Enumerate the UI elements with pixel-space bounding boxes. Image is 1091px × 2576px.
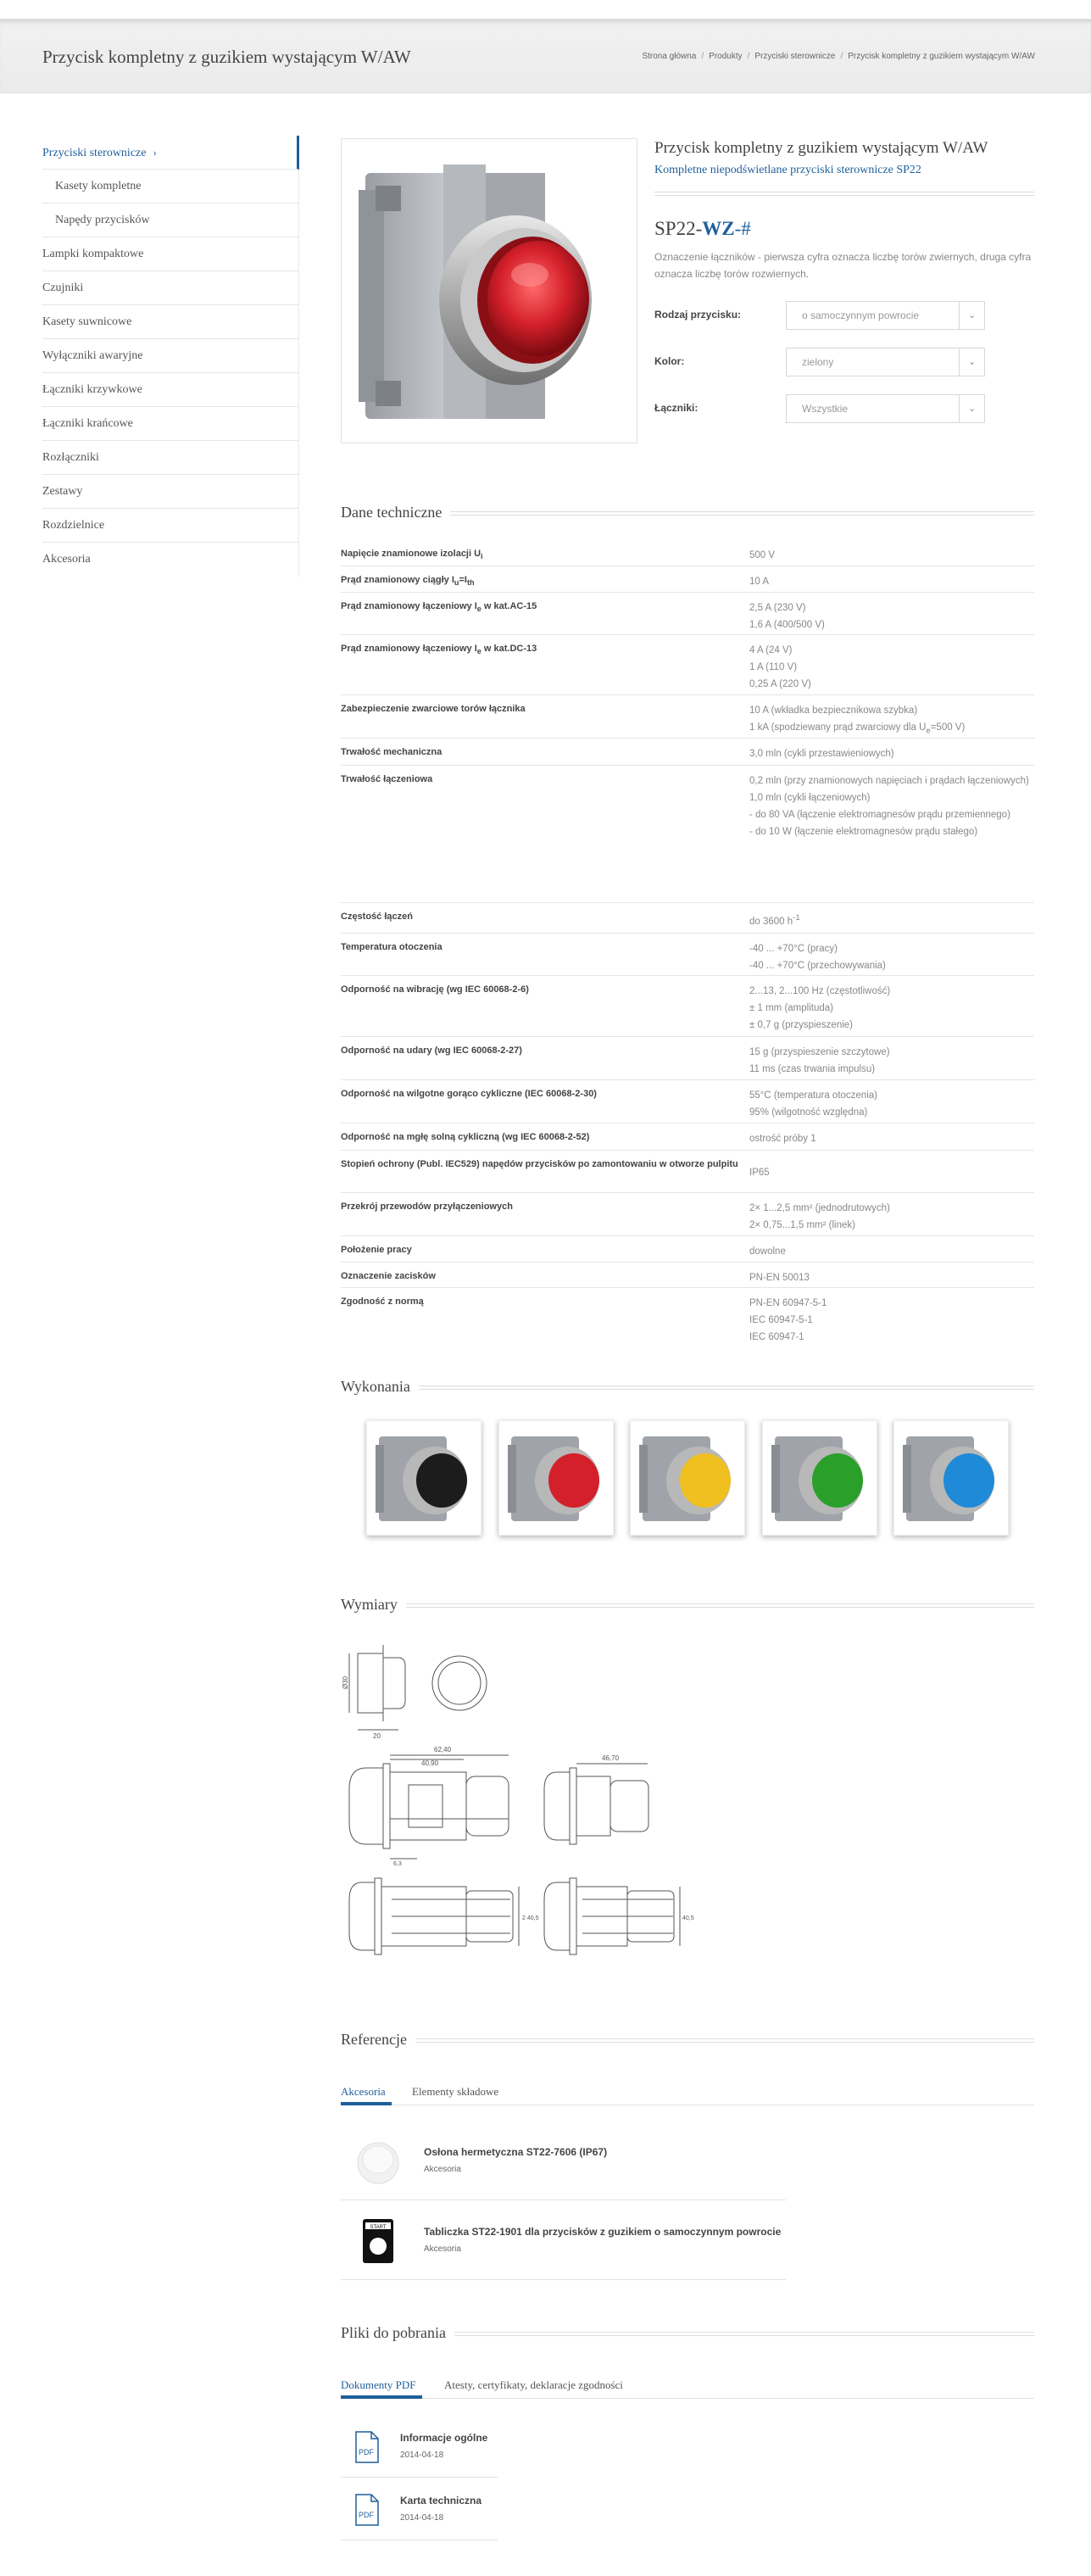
tech-value — [749, 1087, 1034, 1121]
technical-drawing — [341, 1636, 697, 1980]
value-line: -40 ... +70°C (pracy) — [749, 944, 838, 954]
sidebar-item-rozlaczniki[interactable] — [42, 441, 299, 475]
tech-section-heading — [341, 504, 1034, 521]
value-line: 11 ms (czas trwania impulsu) — [749, 1064, 876, 1074]
push-button-illustration — [342, 139, 638, 444]
item-name: Osłona hermetyczna ST22-7606 (IP67) — [424, 2146, 608, 2158]
field-label: Rodzaj przycisku: — [654, 309, 742, 321]
sidebar-item-label: Przyciski sterownicze — [42, 147, 147, 159]
sidebar-item-label: Łączniki krańcowe — [42, 417, 133, 430]
list-item[interactable] — [341, 2122, 786, 2200]
dimension-label: 20 — [373, 1732, 381, 1740]
sidebar-item-label: Wyłączniki awaryjne — [42, 349, 143, 362]
field-laczniki — [654, 394, 985, 423]
key-sub: th — [466, 578, 475, 588]
tech-value — [749, 1269, 1034, 1286]
tab-akcesoria[interactable]: Akcesoria — [341, 2085, 386, 2098]
tab-atesty-certyfikaty[interactable]: Atesty, certyfikaty, deklaracje zgodności — [444, 2378, 623, 2391]
variant-image — [631, 1421, 746, 1536]
tech-value — [749, 1164, 1034, 1181]
page-header — [0, 19, 1091, 93]
value-line: IEC 60947-5-1 — [749, 1315, 813, 1325]
sidebar — [42, 136, 299, 577]
table-row — [341, 635, 1034, 695]
table-row — [341, 766, 1034, 903]
variant-blue[interactable] — [893, 1420, 1009, 1536]
sidebar-item-label: Akcesoria — [42, 553, 91, 566]
value-line — [749, 910, 1034, 930]
value-line: 3,0 mln (cykli przestawieniowych) — [749, 749, 894, 759]
variant-image — [763, 1421, 878, 1536]
variant-black[interactable] — [366, 1420, 481, 1536]
table-row — [341, 739, 1034, 766]
list-item[interactable] — [341, 2417, 498, 2478]
sidebar-item-przyciski-sterownicze[interactable] — [42, 136, 299, 170]
heading-lines — [341, 1386, 1034, 1390]
sidebar-item-label: Lampki kompaktowe — [42, 248, 144, 260]
field-label: Kolor: — [654, 355, 685, 367]
sidebar-item-czujniki[interactable] — [42, 271, 299, 305]
tech-key: Odporność na wilgotne gorąco cykliczne (IEC 60068-2-30) — [341, 1089, 597, 1099]
breadcrumb-home-link[interactable]: Strona główna — [642, 52, 697, 61]
pdf-icon — [351, 2493, 381, 2527]
variant-cap — [812, 1453, 863, 1508]
value-line: 15 g (przyspieszenie szczytowe) — [749, 1047, 890, 1057]
section-title: Referencje — [341, 2031, 415, 2049]
table-row — [341, 566, 1034, 593]
value-sub: e — [926, 726, 931, 736]
tech-key: Zabezpieczenie zwarciowe torów łącznika — [341, 704, 526, 714]
value-line: 2× 1...2,5 mm² (jednodrutowych) — [749, 1203, 890, 1213]
breadcrumb-separator: / — [747, 52, 750, 61]
key-sub: u — [454, 578, 459, 588]
item-category: Akcesoria — [424, 2165, 461, 2174]
value-line: PN-EN 60947-5-1 — [749, 1298, 827, 1308]
section-title: Dane techniczne — [341, 504, 450, 521]
chevron-down-icon: ⌄ — [959, 348, 984, 376]
tech-key — [341, 642, 739, 659]
pdf-icon — [351, 2430, 381, 2464]
value-line: PN-EN 50013 — [749, 1273, 810, 1283]
tech-key: Odporność na mgłę solną cykliczną (wg IEC 60068-2-52) — [341, 1132, 590, 1142]
value-text: 1 kA (spodziewany prąd zwarciowy dla U — [749, 722, 927, 733]
value-line: - do 80 VA (łączenie elektromagnesów prądu przemiennego) — [749, 810, 1010, 820]
select-value: Wszystkie — [802, 403, 848, 415]
value-line: ostrość próby 1 — [749, 1134, 816, 1144]
value-line: 95% (wilgotność względna) — [749, 1107, 868, 1118]
key-text: w kat.AC-15 — [481, 601, 537, 611]
value-text: =500 V) — [930, 722, 966, 733]
section-title: Wykonania — [341, 1378, 419, 1396]
page-title: Przycisk kompletny z guzikiem wystającym W/AW — [42, 47, 411, 67]
dimension-label: 2 40,5 — [522, 1915, 539, 1921]
key-text: w kat.DC-13 — [481, 644, 537, 654]
tech-value — [749, 1295, 1034, 1346]
value-line: ± 1 mm (amplituda) — [749, 1003, 833, 1013]
dimension-label: 62,40 — [434, 1746, 452, 1754]
sidebar-item-label: Kasety kompletne — [55, 180, 142, 192]
active-tab-indicator — [341, 2395, 422, 2399]
table-row — [341, 1080, 1034, 1124]
value-line: IEC 60947-1 — [749, 1332, 804, 1342]
table-row — [341, 934, 1034, 976]
sidebar-item-kasety-kompletne[interactable] — [42, 170, 299, 204]
sidebar-item-label: Zestawy — [42, 485, 83, 498]
value-line: 55°C (temperatura otoczenia) — [749, 1090, 877, 1101]
key-text: Prąd znamionowy ciągły I — [341, 575, 454, 585]
item-category: Akcesoria — [424, 2244, 461, 2254]
product-code-prefix: SP22- — [654, 218, 703, 239]
field-label: Łączniki: — [654, 402, 699, 414]
label-plate-thumbnail — [353, 2216, 404, 2267]
tech-value — [749, 599, 1034, 633]
value-line: dowolne — [749, 1246, 786, 1257]
section-title: Pliki do pobrania — [341, 2324, 454, 2342]
top-strip — [0, 0, 1091, 19]
variant-image — [894, 1421, 1010, 1536]
variant-cap — [548, 1453, 599, 1508]
tech-value — [749, 642, 1034, 693]
table-row — [341, 1151, 1034, 1193]
breadcrumb-separator: / — [701, 52, 704, 61]
tech-value — [749, 1243, 1034, 1260]
value-line: -40 ... +70°C (przechowywania) — [749, 961, 886, 971]
tech-value — [749, 573, 1034, 590]
value-line: IP65 — [749, 1168, 770, 1178]
file-name: Informacje ogólne — [400, 2432, 488, 2444]
heading-lines — [341, 2038, 1034, 2043]
tech-value — [749, 983, 1034, 1034]
section-title: Wymiary — [341, 1596, 406, 1614]
variant-image — [499, 1421, 615, 1536]
tab-elementy-skladowe[interactable]: Elementy składowe — [412, 2085, 499, 2098]
plate-text: START — [370, 2225, 387, 2230]
value-line: 1,6 A (400/500 V) — [749, 620, 825, 630]
tech-key: Odporność na wibrację (wg IEC 60068-2-6) — [341, 984, 529, 995]
tech-key: Oznaczenie zacisków — [341, 1271, 436, 1281]
file-name: Karta techniczna — [400, 2495, 482, 2506]
table-row — [341, 1236, 1034, 1263]
tech-key: Temperatura otoczenia — [341, 942, 443, 952]
tech-key: Stopień ochrony (Publ. IEC529) napędów przycisków po zamontowaniu w otworze pulpitu — [341, 1159, 738, 1169]
breadcrumb-separator: / — [840, 52, 843, 61]
tech-key: Zgodność z normą — [341, 1296, 424, 1307]
value-line: 10 A (wkładka bezpiecznikowa szybka) — [749, 705, 918, 716]
breadcrumb-current: Przycisk kompletny z guzikiem wystającym W/AW — [848, 52, 1035, 61]
sidebar-item-wylaczniki-awaryjne[interactable] — [42, 339, 299, 373]
file-date: 2014-04-18 — [400, 2513, 444, 2523]
tech-value — [749, 772, 1034, 840]
tech-value — [749, 745, 1034, 762]
tech-key: Odporność na udary (wg IEC 60068-2-27) — [341, 1045, 522, 1056]
tech-value — [749, 1044, 1034, 1078]
tech-value — [749, 547, 1034, 564]
product-code — [654, 218, 751, 240]
downloads-section-heading — [341, 2324, 1034, 2341]
field-rodzaj-przycisku — [654, 301, 985, 330]
key-text: Prąd znamionowy łączeniowy I — [341, 601, 477, 611]
key-text: Napięcie znamionowe izolacji U — [341, 549, 481, 559]
sidebar-item-kasety-suwnicowe[interactable] — [42, 305, 299, 339]
table-row — [341, 1037, 1034, 1080]
pdf-label: PDF — [359, 2511, 374, 2519]
rodzaj-przycisku-select[interactable] — [786, 301, 985, 330]
dimension-label: 46,70 — [602, 1754, 620, 1762]
field-kolor — [654, 348, 985, 376]
tech-value — [749, 1130, 1034, 1147]
item-name: Tabliczka ST22-1901 dla przycisków z guzikiem o samoczynnym powrocie — [424, 2226, 782, 2238]
dimension-label: 40,5 — [682, 1915, 694, 1921]
value-line: 1,0 mln (cykli łączeniowych) — [749, 793, 871, 803]
sidebar-item-label: Kasety suwnicowe — [42, 315, 132, 328]
key-sub: e — [476, 647, 481, 656]
value-line: 10 A — [749, 577, 770, 587]
table-row — [341, 593, 1034, 635]
sidebar-item-label: Rozdzielnice — [42, 519, 105, 532]
tech-key: Przekrój przewodów przyłączeniowych — [341, 1202, 513, 1212]
product-separator — [654, 192, 1034, 196]
chevron-down-icon: ⌄ — [959, 395, 984, 422]
key-sub: i — [481, 552, 483, 561]
key-text: Prąd znamionowy łączeniowy I — [341, 644, 477, 654]
product-description: Oznaczenie łączników - pierwsza cyfra oznacza liczbę torów zwiernych, druga cyfra oznacza liczbę torów rozwiernych. — [654, 251, 1032, 280]
sidebar-item-akcesoria[interactable] — [42, 543, 299, 577]
breadcrumb-category-link[interactable]: Przyciski sterownicze — [754, 52, 836, 61]
tech-value — [749, 940, 1034, 974]
value-sup: -1 — [793, 913, 800, 923]
tech-table — [341, 540, 1034, 1349]
value-line: 0,2 mln (przy znamionowych napięciach i prądach łączeniowych) — [749, 776, 1029, 786]
sidebar-item-zestawy[interactable] — [42, 475, 299, 509]
tech-key — [341, 547, 739, 564]
dimension-label: Ø30 — [342, 1676, 349, 1689]
table-row — [341, 903, 1034, 934]
references-section-heading — [341, 2031, 1034, 2048]
value-line: - do 10 W (łączenie elektromagnesów prądu stałego) — [749, 827, 978, 837]
list-item[interactable] — [341, 2479, 498, 2540]
sidebar-item-laczniki-krancowe[interactable] — [42, 407, 299, 441]
variants-section-heading — [341, 1378, 1034, 1395]
tech-key — [341, 573, 739, 590]
dimensions-drawing[interactable] — [341, 1636, 697, 1980]
variant-cap — [680, 1453, 731, 1508]
select-value: o samoczynnym powrocie — [802, 309, 920, 321]
value-line: 2,5 A (230 V) — [749, 603, 806, 613]
table-row — [341, 976, 1034, 1037]
key-sub: e — [476, 605, 481, 614]
value-line: 4 A (24 V) — [749, 645, 793, 655]
heading-lines — [341, 1603, 1034, 1608]
sidebar-item-rozdzielnice[interactable] — [42, 509, 299, 543]
value-line: 2× 0,75...1,5 mm² (linek) — [749, 1220, 855, 1230]
variant-image — [367, 1421, 482, 1536]
sidebar-item-label: Czujniki — [42, 282, 84, 294]
downloads-tabs — [341, 2370, 1034, 2399]
select-value: zielony — [802, 356, 834, 368]
dimensions-section-heading — [341, 1596, 1034, 1613]
tech-key — [341, 599, 739, 616]
product-code-variant: WZ — [702, 218, 735, 239]
file-date: 2014-04-18 — [400, 2451, 444, 2460]
value-line — [749, 719, 1034, 739]
dimension-label: 40,90 — [421, 1759, 439, 1767]
product-title: Przycisk kompletny z guzikiem wystającym W/AW — [654, 139, 988, 157]
dimension-label: 6,3 — [393, 1861, 402, 1867]
kolor-select[interactable] — [786, 348, 985, 376]
product-image[interactable] — [341, 138, 637, 443]
table-row — [341, 1263, 1034, 1288]
tech-value — [749, 702, 1034, 739]
table-row — [341, 1124, 1034, 1151]
table-row — [341, 540, 1034, 566]
seal-cover-thumbnail — [353, 2136, 404, 2187]
tech-key: Trwałość łączeniowa — [341, 774, 433, 784]
tech-value — [749, 1200, 1034, 1234]
variant-cap — [416, 1453, 467, 1508]
chevron-down-icon: ⌄ — [959, 302, 984, 329]
table-row — [341, 695, 1034, 739]
breadcrumb-products-link[interactable]: Produkty — [709, 52, 743, 61]
laczniki-select[interactable] — [786, 394, 985, 423]
sidebar-item-laczniki-krzywkowe[interactable] — [42, 373, 299, 407]
tech-key: Położenie pracy — [341, 1245, 412, 1255]
list-item[interactable] — [341, 2202, 786, 2280]
pdf-label: PDF — [359, 2448, 374, 2456]
sidebar-item-label: Łączniki krzywkowe — [42, 383, 142, 396]
variant-yellow[interactable] — [630, 1420, 745, 1536]
table-row — [341, 1288, 1034, 1349]
value-line: 500 V — [749, 550, 776, 560]
value-line: 1 A (110 V) — [749, 662, 798, 672]
references-tabs — [341, 2077, 1034, 2105]
value-text: do 3600 h — [749, 916, 793, 927]
tech-key: Trwałość mechaniczna — [341, 747, 443, 757]
tab-dokumenty-pdf[interactable]: Dokumenty PDF — [341, 2378, 416, 2391]
sidebar-item-label: Rozłączniki — [42, 451, 99, 464]
tech-key: Częstość łączeń — [341, 912, 413, 922]
value-line: 0,25 A (220 V) — [749, 679, 811, 689]
chevron-right-icon: › — [153, 146, 157, 159]
product-subtitle-link[interactable]: Kompletne niepodświetlane przyciski sterownicze SP22 — [654, 164, 921, 176]
variant-green[interactable] — [762, 1420, 877, 1536]
variant-red[interactable] — [498, 1420, 614, 1536]
variant-cap — [943, 1453, 994, 1508]
sidebar-item-label: Napędy przycisków — [55, 214, 150, 226]
product-code-suffix: -# — [734, 218, 751, 239]
value-line: ± 0,7 g (przyspieszenie) — [749, 1020, 854, 1030]
active-tab-indicator — [341, 2102, 392, 2105]
tech-value — [749, 910, 1034, 930]
value-line: 2...13, 2...100 Hz (częstotliwość) — [749, 986, 891, 996]
sidebar-item-lampki-kompaktowe[interactable] — [42, 237, 299, 271]
table-row — [341, 1193, 1034, 1236]
sidebar-item-napedy-przyciskow[interactable] — [42, 204, 299, 237]
breadcrumb — [642, 52, 1035, 61]
key-text: =I — [459, 575, 467, 585]
